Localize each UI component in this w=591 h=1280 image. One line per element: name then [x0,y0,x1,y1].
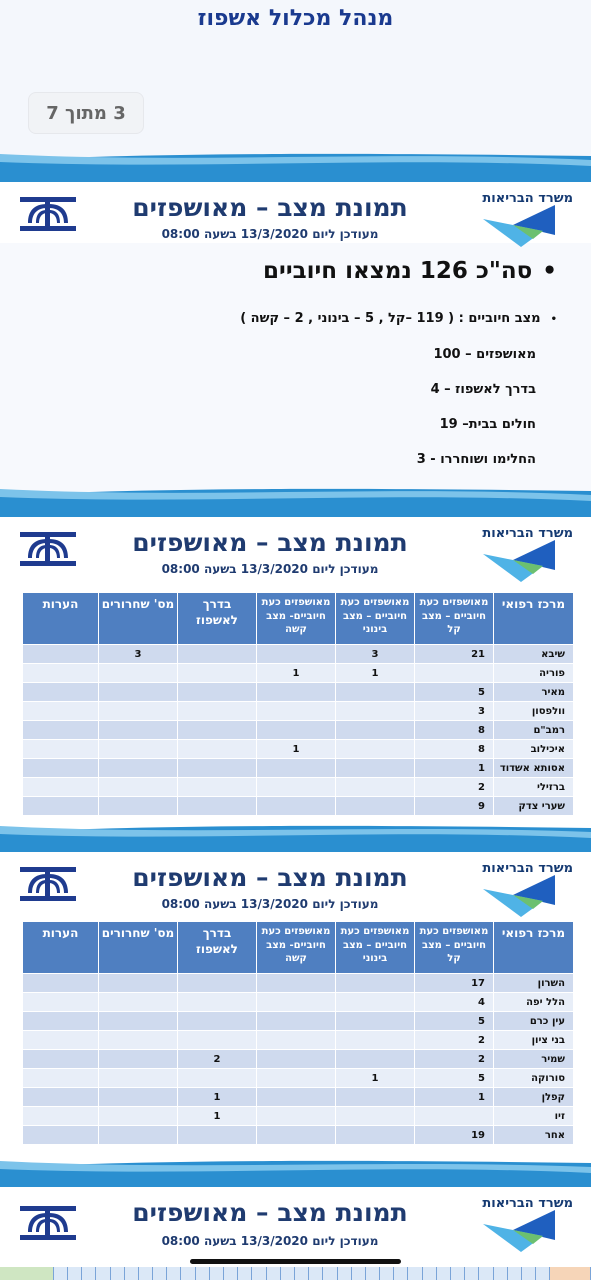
cell-severe [257,1069,336,1088]
table-row [23,664,574,683]
cell-moderate: 1 [336,1069,415,1088]
cell-moderate [336,1050,415,1069]
cell-en-route [178,721,257,740]
cell-notes [23,974,99,993]
cell-light: 3 [415,702,494,721]
cell-light: 5 [415,1069,494,1088]
cell-notes [23,1069,99,1088]
cell-notes [23,721,99,740]
cell-notes [23,1012,99,1031]
cell-notes [23,664,99,683]
cell-moderate [336,778,415,797]
cell-moderate [336,797,415,816]
bullet-icon: • [542,258,557,284]
col-header-severe: מאושפזים כעת חיוביים- מצב קשה [257,922,336,974]
cell-light: 8 [415,740,494,759]
cell-light: 2 [415,1031,494,1050]
cell-severe [257,1012,336,1031]
cell-severe [257,1031,336,1050]
cell-discharged [99,1012,178,1031]
table-row [23,759,574,778]
table-row [23,1031,574,1050]
slide-title: תמונת מצב – מאושפזים [132,1198,408,1227]
cell-center: זיו [494,1107,574,1126]
cell-notes [23,778,99,797]
cell-en-route: 2 [178,1050,257,1069]
cell-discharged [99,1050,178,1069]
cell-center: קפלן [494,1088,574,1107]
cell-severe: 1 [257,740,336,759]
cell-en-route [178,797,257,816]
stat-home: חולים בבית– 19 [439,417,536,432]
cell-severe [257,1126,336,1145]
cell-light: 2 [415,1050,494,1069]
wave-decoration [0,824,591,852]
cell-en-route [178,974,257,993]
cover-title: מנהל מכלול אשפוז [197,6,394,31]
cell-en-route [178,740,257,759]
cell-discharged [99,1088,178,1107]
wave-decoration [0,1159,591,1187]
cell-en-route [178,1031,257,1050]
cell-notes [23,645,99,664]
cell-en-route [178,645,257,664]
table-row [23,1012,574,1031]
cell-severe [257,1050,336,1069]
cell-center: ברזילי [494,778,574,797]
hospital-table-2 [22,921,574,1145]
menorah-logo-icon [18,865,78,903]
cell-center: השרון [494,974,574,993]
table-row [23,778,574,797]
ministry-logo-icon [483,875,555,917]
table-row [23,974,574,993]
table-row [23,740,574,759]
col-header-en-route: בדרך לאשפוז [178,922,257,974]
cell-center: שערי צדק [494,797,574,816]
menorah-logo-icon [18,530,78,568]
ministry-name: משרד הבריאות [482,191,573,206]
hospital-table-1 [22,592,574,816]
table-row [23,1107,574,1126]
cell-notes [23,1088,99,1107]
cell-light: 8 [415,721,494,740]
cell-severe [257,974,336,993]
cell-discharged: 3 [99,645,178,664]
cell-discharged [99,759,178,778]
cell-severe [257,993,336,1012]
cell-center: שמיר [494,1050,574,1069]
ministry-logo-icon [483,205,555,247]
cell-severe [257,683,336,702]
table-row [23,1050,574,1069]
table-row [23,683,574,702]
sub-bullet: •מצב חיוביים : ( 119 –קל , 5 – בינוני , 2 – קשה ) [240,311,557,326]
cell-moderate [336,683,415,702]
stat-hospitalized: מאושפזים – 100 [433,347,536,362]
col-header-moderate: מאושפזים כעת חיוביים – מצב בינוני [336,593,415,645]
cell-notes [23,1031,99,1050]
cell-discharged [99,1107,178,1126]
ministry-name: משרד הבריאות [482,1196,573,1211]
table-body-2 [23,974,574,1145]
cell-center: מאיר [494,683,574,702]
col-header-discharged: מס' שחרורים [99,593,178,645]
cell-light: 5 [415,683,494,702]
cell-en-route: 1 [178,1088,257,1107]
cell-discharged [99,1126,178,1145]
updated-date: מעודכן ליום 13/3/2020 בשעה 08:00 [161,1234,379,1248]
ministry-brand [448,191,573,247]
cell-severe [257,702,336,721]
ministry-brand [448,1196,573,1252]
cell-notes [23,702,99,721]
slide-title: תמונת מצב – מאושפזים [132,193,408,222]
cell-notes [23,1126,99,1145]
cell-discharged [99,1031,178,1050]
bullet-icon: • [550,314,557,325]
cell-discharged [99,664,178,683]
cell-moderate [336,1107,415,1126]
cell-light: 19 [415,1126,494,1145]
table-slide-1 [0,522,591,852]
cell-center: רמב"ם [494,721,574,740]
cell-moderate [336,1012,415,1031]
cell-moderate [336,740,415,759]
cell-center: עין כרם [494,1012,574,1031]
cell-en-route [178,702,257,721]
table-body-1 [23,645,574,816]
wave-decoration [0,485,591,517]
cell-severe [257,1107,336,1126]
cover-slide [0,0,591,182]
col-header-light: מאושפזים כעת חיוביים – מצב קל [415,922,494,974]
table-slide-2 [0,857,591,1187]
cell-moderate [336,1126,415,1145]
slide-title: תמונת מצב – מאושפזים [132,863,408,892]
cell-light: 5 [415,1012,494,1031]
cell-discharged [99,797,178,816]
menorah-logo-icon [18,1204,78,1242]
table-row [23,702,574,721]
col-header-severe: מאושפזים כעת חיוביים- מצב קשה [257,593,336,645]
cell-notes [23,740,99,759]
cell-severe: 1 [257,664,336,683]
cell-en-route [178,1069,257,1088]
cell-moderate [336,974,415,993]
col-header-center: מרכז רפואי [494,593,574,645]
cell-discharged [99,702,178,721]
col-header-moderate: מאושפזים כעת חיוביים – מצב בינוני [336,922,415,974]
cell-light [415,1107,494,1126]
cell-en-route [178,778,257,797]
table-row [23,797,574,816]
col-header-en-route: בדרך לאשפוז [178,593,257,645]
cell-discharged [99,740,178,759]
home-indicator[interactable] [190,1259,401,1264]
cell-center: סורוקה [494,1069,574,1088]
table-row [23,645,574,664]
cell-en-route [178,683,257,702]
cell-moderate [336,1088,415,1107]
cell-severe [257,645,336,664]
ministry-brand [448,861,573,917]
stat-recovered: החלימו ושוחררו - 3 [416,452,536,467]
cell-severe [257,778,336,797]
table-row [23,1126,574,1145]
cell-light: 21 [415,645,494,664]
cell-center: שיבא [494,645,574,664]
cell-discharged [99,974,178,993]
cell-severe [257,1088,336,1107]
cell-discharged [99,778,178,797]
cell-discharged [99,683,178,702]
table-row [23,1069,574,1088]
cell-en-route: 1 [178,1107,257,1126]
cell-light: 1 [415,759,494,778]
stat-en-route: בדרך לאשפוז – 4 [430,382,536,397]
cell-discharged [99,721,178,740]
cell-en-route [178,1126,257,1145]
cell-moderate [336,721,415,740]
ministry-brand [448,526,573,582]
updated-date: מעודכן ליום 13/3/2020 בשעה 08:00 [161,562,379,576]
cell-discharged [99,1069,178,1088]
cell-moderate: 1 [336,664,415,683]
cell-moderate [336,993,415,1012]
table-row [23,993,574,1012]
cell-light: 1 [415,1088,494,1107]
summary-slide [0,187,591,517]
ministry-logo-icon [483,540,555,582]
ministry-name: משרד הבריאות [482,526,573,541]
col-header-discharged: מס' שחרורים [99,922,178,974]
cell-center: אחר [494,1126,574,1145]
cell-moderate [336,702,415,721]
slide-title: תמונת מצב – מאושפזים [132,528,408,557]
main-bullet: •סה"כ 126 נמצאו חיוביים [263,258,557,284]
cell-severe [257,759,336,778]
ministry-name: משרד הבריאות [482,861,573,876]
cell-en-route [178,993,257,1012]
cell-notes [23,1107,99,1126]
cell-moderate: 3 [336,645,415,664]
cell-moderate [336,759,415,778]
updated-date: מעודכן ליום 13/3/2020 בשעה 08:00 [161,227,379,241]
updated-date: מעודכן ליום 13/3/2020 בשעה 08:00 [161,897,379,911]
cell-center: אסותא אשדוד [494,759,574,778]
col-header-light: מאושפזים כעת חיוביים – מצב קל [415,593,494,645]
partial-table-strip [0,1267,591,1280]
cell-center: פוריה [494,664,574,683]
cell-center: הלל יפה [494,993,574,1012]
cell-discharged [99,993,178,1012]
table-row [23,721,574,740]
cell-severe [257,797,336,816]
table-row [23,1088,574,1107]
cell-notes [23,993,99,1012]
col-header-notes: הערות [23,593,99,645]
cell-light [415,664,494,683]
cell-notes [23,759,99,778]
cell-center: בני ציון [494,1031,574,1050]
menorah-logo-icon [18,195,78,233]
cell-light: 17 [415,974,494,993]
ministry-logo-icon [483,1210,555,1252]
cell-light: 9 [415,797,494,816]
cell-notes [23,683,99,702]
cell-light: 2 [415,778,494,797]
cell-center: וולפסון [494,702,574,721]
col-header-center: מרכז רפואי [494,922,574,974]
cell-en-route [178,759,257,778]
col-header-notes: הערות [23,922,99,974]
cell-en-route [178,1012,257,1031]
wave-decoration [0,150,591,182]
cell-severe [257,721,336,740]
page-badge: 3 מתוך 7 [28,92,144,134]
cell-light: 4 [415,993,494,1012]
cell-notes [23,1050,99,1069]
cell-en-route [178,664,257,683]
cell-notes [23,797,99,816]
cell-moderate [336,1031,415,1050]
cell-center: איכילוב [494,740,574,759]
